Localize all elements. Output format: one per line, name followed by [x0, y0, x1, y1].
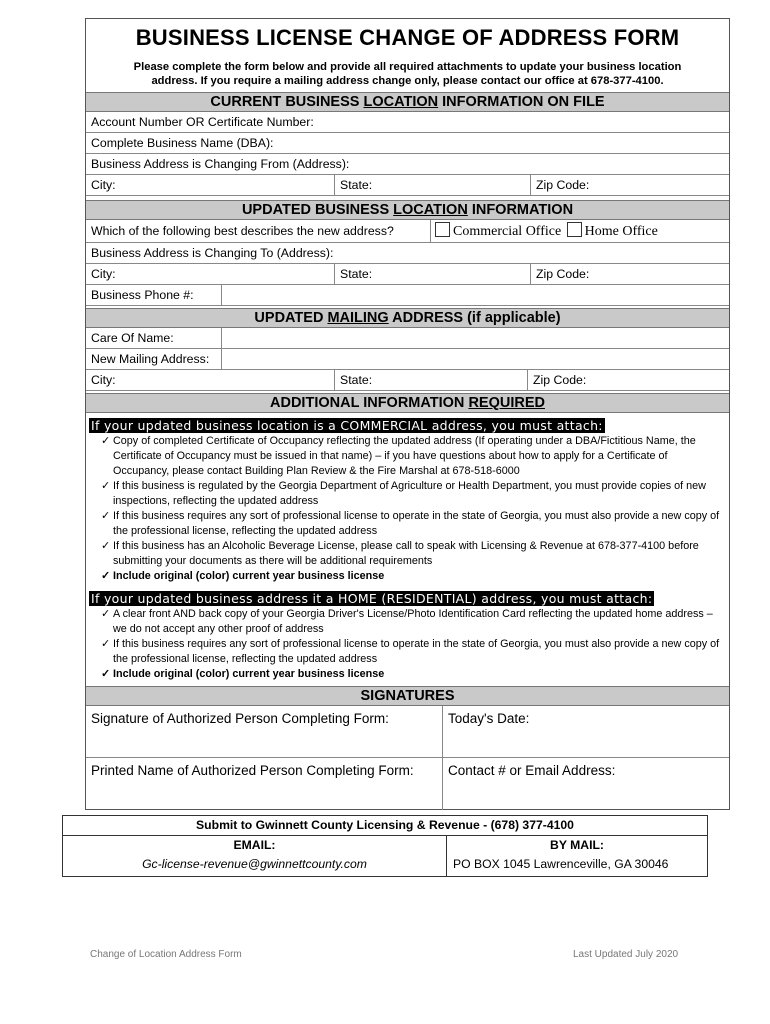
state-label: State:: [340, 267, 373, 281]
header-underlined-text: LOCATION: [393, 202, 468, 218]
business-phone-label: Business Phone #:: [91, 288, 194, 302]
header-text: INFORMATION ON FILE: [438, 94, 605, 110]
email-column: [63, 836, 446, 876]
section-header-signatures: SIGNATURES: [86, 686, 729, 706]
list-item-text: A clear front AND back copy of your Georgia Driver's License/Photo Identification Card reflecting the updated home address – we do not accept any other proof of address: [113, 608, 713, 635]
checkmark-icon: ✓: [101, 668, 111, 680]
account-number-field[interactable]: [86, 112, 729, 133]
checkmark-icon: ✓: [101, 480, 111, 492]
section-header-current-location: [86, 92, 729, 112]
checkmark-icon: ✓: [101, 435, 111, 447]
to-address-label: Business Address is Changing To (Address):: [91, 246, 334, 260]
list-item-text: Copy of completed Certificate of Occupancy reflecting the updated address (If operating under a DBA/Fictitious Name, the Certificate of Occupancy must be issued in that name) – if you have questions about how to apply for a Certificate of Occupancy, please contact Building Plan Review & the Fire Marshal at 678-518-6000: [113, 435, 696, 477]
checkmark-icon: ✓: [101, 638, 111, 650]
list-item-text: If this business has an Alcoholic Beverage License, please call to speak with Licensing & Revenue at 678-377-4100 before submitting your documents as there will be additional requirements: [113, 540, 699, 567]
header-underlined-text: LOCATION: [363, 94, 439, 110]
commercial-office-label: Commercial Office: [453, 224, 562, 239]
current-city-field[interactable]: [86, 175, 334, 195]
business-name-field[interactable]: [86, 133, 729, 154]
city-label: City:: [91, 373, 116, 387]
account-number-label: Account Number OR Certificate Number:: [91, 115, 314, 129]
checkmark-icon: ✓: [101, 608, 111, 620]
home-requirements-list: [101, 607, 726, 682]
business-phone-row: [86, 285, 729, 306]
city-label: City:: [91, 267, 116, 281]
updated-zip-field[interactable]: [530, 264, 729, 284]
address-type-row: [86, 220, 729, 243]
commercial-office-checkbox[interactable]: [435, 222, 450, 237]
intro-line-1: Please complete the form below and provide all required attachments to update your business location: [133, 61, 682, 73]
mail-label: BY MAIL:: [550, 838, 604, 852]
email-label: EMAIL:: [233, 838, 276, 852]
header-text: INFORMATION: [467, 202, 574, 218]
home-office-checkbox[interactable]: [567, 222, 582, 237]
list-item-text: If this business requires any sort of professional license to operate in the state of Georgia, you must also provide a new copy of the professional license, reflecting the updated address: [113, 638, 720, 665]
signature-field[interactable]: [86, 706, 442, 757]
email-link[interactable]: Gc-license-revenue@gwinnettcounty.com: [142, 857, 367, 871]
home-requirements-bar: If your updated business address it a HOME (RESIDENTIAL) address, you must attach:: [91, 591, 653, 606]
contact-label: Contact # or Email Address:: [448, 763, 616, 778]
updated-state-field[interactable]: [334, 264, 530, 284]
header-underlined-text: MAILING: [327, 310, 389, 326]
list-item: [101, 509, 726, 539]
header-text: ADDITIONAL INFORMATION: [270, 395, 469, 411]
contact-field[interactable]: [442, 758, 729, 810]
list-item-text: If this business is regulated by the Georgia Department of Agriculture or Health Department, you must provide copies of new inspections, reflecting the updated address: [113, 480, 706, 507]
state-label: State:: [340, 178, 373, 192]
zip-label: Zip Code:: [536, 267, 590, 281]
care-of-label: Care Of Name:: [91, 331, 174, 345]
section-header-additional-info: [86, 393, 729, 413]
business-name-label: Complete Business Name (DBA):: [91, 136, 274, 150]
list-item: [101, 434, 726, 479]
list-item-text: If this business requires any sort of professional license to operate in the state of Georgia, you must also provide a new copy of the professional license, reflecting the updated address: [113, 510, 720, 537]
mailing-address-input[interactable]: [221, 349, 729, 369]
from-address-field[interactable]: [86, 154, 729, 175]
mailing-zip-field[interactable]: [527, 370, 729, 390]
header-underlined-text: REQUIRED: [468, 395, 545, 411]
checkmark-icon: ✓: [101, 540, 111, 552]
printed-name-field[interactable]: [86, 758, 442, 810]
submit-title: Submit to Gwinnett County Licensing & Revenue - (678) 377-4100: [63, 816, 707, 836]
home-office-label: Home Office: [584, 224, 658, 239]
checkmark-icon: ✓: [101, 510, 111, 522]
mailing-city-state-zip-row: [86, 370, 729, 391]
form-intro: [86, 60, 729, 88]
updated-city-field[interactable]: [86, 264, 334, 284]
current-state-field[interactable]: [334, 175, 530, 195]
submit-info-box: [62, 815, 708, 877]
list-item: [101, 667, 726, 682]
care-of-row: [86, 328, 729, 349]
mail-column: [446, 836, 708, 876]
footer-updated-date: Last Updated July 2020: [573, 949, 679, 960]
form-title: BUSINESS LICENSE CHANGE OF ADDRESS FORM: [135, 25, 680, 50]
list-item: [101, 479, 726, 509]
header-text: CURRENT BUSINESS: [210, 94, 364, 110]
footer-form-name: Change of Location Address Form: [90, 949, 242, 960]
checkmark-icon: ✓: [101, 570, 111, 582]
updated-city-state-zip-row: [86, 264, 729, 285]
current-city-state-zip-row: [86, 175, 729, 196]
signature-label: Signature of Authorized Person Completing Form:: [91, 711, 389, 726]
zip-label: Zip Code:: [536, 178, 590, 192]
commercial-requirements-bar: If your updated business location is a COMMERCIAL address, you must attach:: [91, 418, 603, 433]
section-header-mailing-address: [86, 308, 729, 328]
header-text: UPDATED: [254, 310, 328, 326]
mail-address: PO BOX 1045 Lawrenceville, GA 30046: [453, 857, 669, 871]
list-item-text: Include original (color) current year business license: [113, 570, 385, 582]
printed-name-label: Printed Name of Authorized Person Completing Form:: [91, 763, 414, 778]
city-label: City:: [91, 178, 116, 192]
section-header-updated-location: [86, 200, 729, 220]
header-text: ADDRESS (if applicable): [388, 310, 561, 326]
to-address-field[interactable]: [86, 243, 729, 264]
list-item: [101, 539, 726, 569]
header-text: UPDATED BUSINESS: [241, 202, 394, 218]
list-item: [101, 637, 726, 667]
state-label: State:: [340, 373, 373, 387]
zip-label: Zip Code:: [533, 373, 587, 387]
list-item: [101, 607, 726, 637]
todays-date-label: Today's Date:: [448, 711, 530, 726]
current-zip-field[interactable]: [530, 175, 729, 195]
list-item: [101, 569, 726, 584]
commercial-requirements-list: [101, 434, 726, 584]
mailing-city-field[interactable]: [86, 370, 334, 390]
change-of-address-form: [85, 18, 730, 810]
mailing-address-row: [86, 349, 729, 370]
address-type-options: [430, 220, 729, 242]
mailing-address-label: New Mailing Address:: [91, 352, 210, 366]
list-item-text: Include original (color) current year business license: [113, 668, 385, 680]
address-type-question: Which of the following best describes the new address?: [91, 224, 394, 238]
intro-line-2: address. If you require a mailing address change only, please contact our office at 678-377-4100.: [151, 75, 664, 87]
mailing-state-field[interactable]: [334, 370, 527, 390]
todays-date-field[interactable]: [442, 706, 729, 757]
care-of-input[interactable]: [221, 328, 729, 348]
business-phone-input[interactable]: [221, 285, 729, 305]
signature-row: [86, 706, 729, 758]
from-address-label: Business Address is Changing From (Address):: [91, 157, 350, 171]
printed-name-row: [86, 758, 729, 810]
